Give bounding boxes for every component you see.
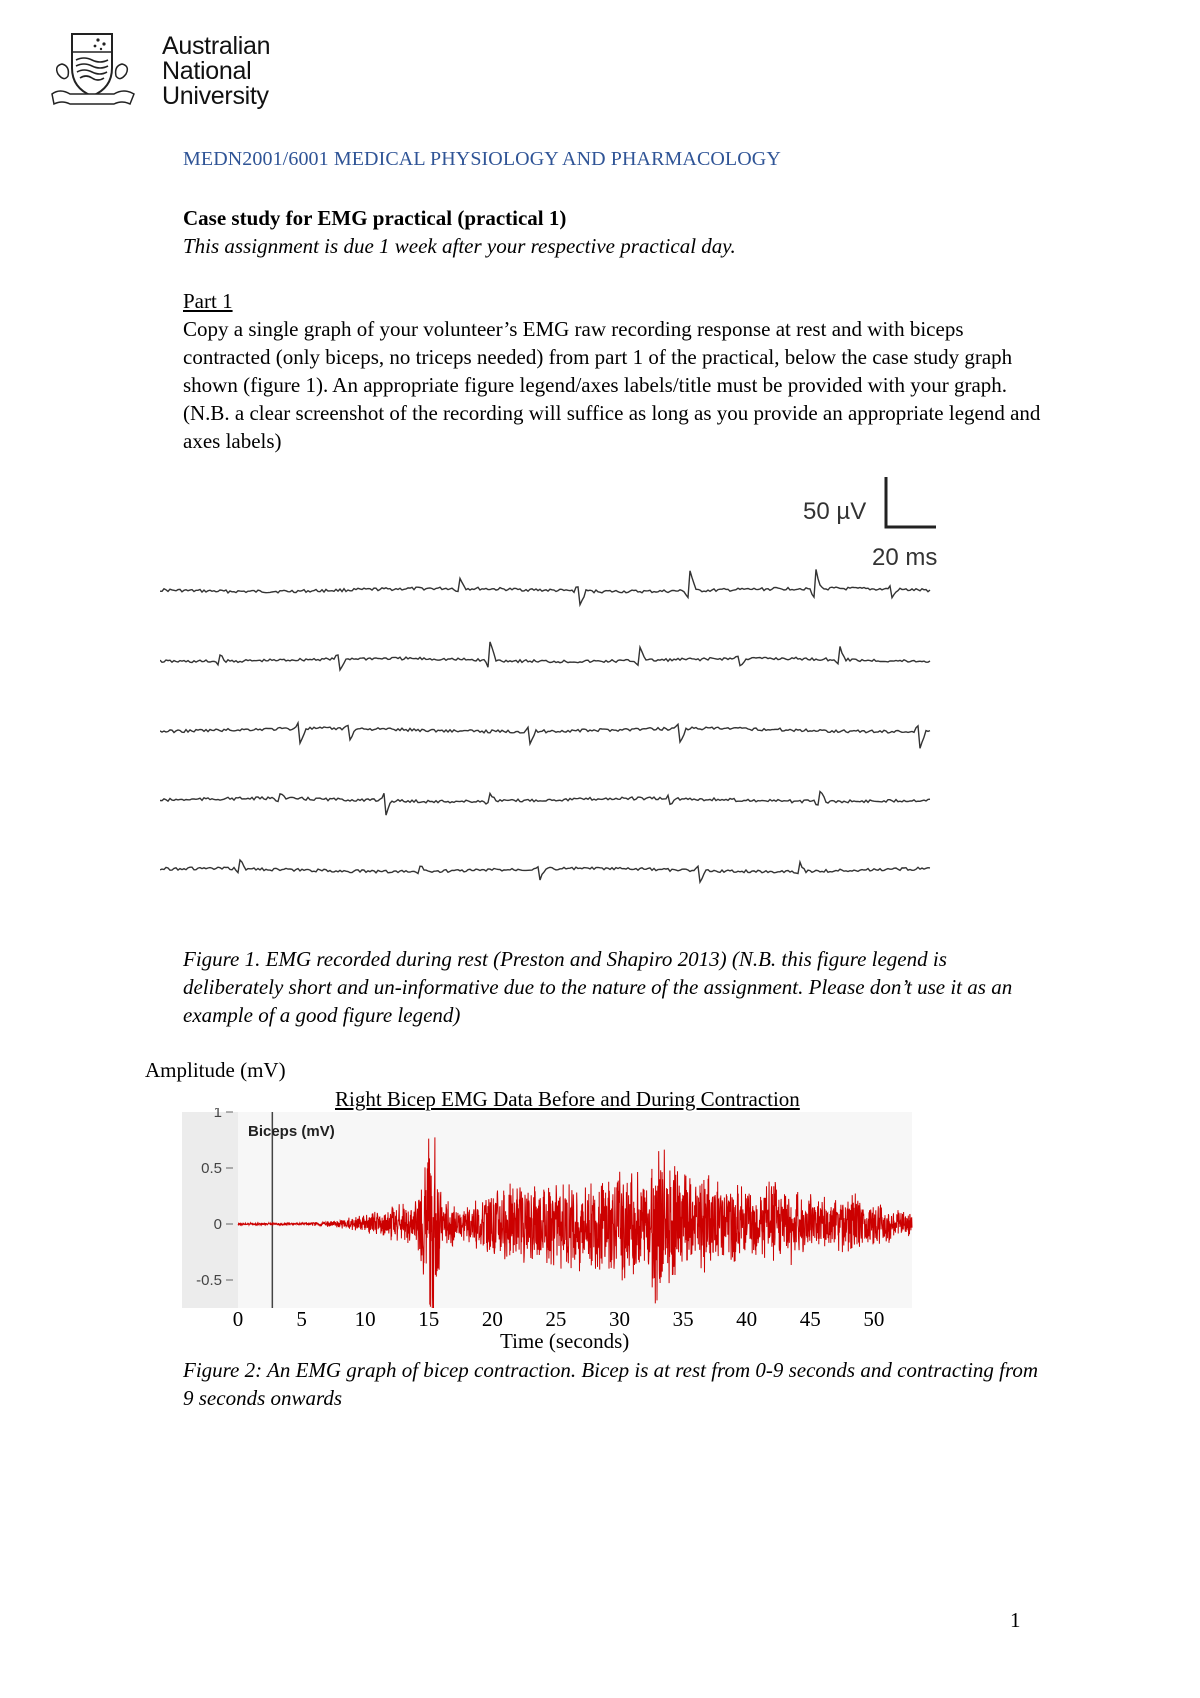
x-tick-label: 0 bbox=[232, 1307, 244, 1328]
chart-title: Right Bicep EMG Data Before and During Contraction bbox=[335, 1087, 800, 1111]
plot-background bbox=[182, 1112, 912, 1308]
rest-trace-1 bbox=[160, 569, 930, 604]
figure-2-chart bbox=[180, 1108, 940, 1333]
x-tick-label: 50 bbox=[863, 1307, 885, 1328]
scale-time-label: 20 ms bbox=[872, 544, 938, 571]
y-tick-label: 1 bbox=[213, 1108, 222, 1121]
x-tick-label: 5 bbox=[296, 1307, 307, 1328]
x-tick-group bbox=[233, 1307, 885, 1328]
x-tick-label: 20 bbox=[481, 1307, 503, 1328]
course-title: MEDN2001/6001 MEDICAL PHYSIOLOGY AND PHARMACOLOGY bbox=[183, 148, 781, 170]
figure-2-caption: Figure 2: An EMG graph of bicep contraction. Bicep is at rest from 0-9 seconds and contracting from 9 seconds onwards bbox=[183, 1358, 1039, 1410]
x-tick-label: 35 bbox=[672, 1307, 694, 1328]
logo-line-1: Australian bbox=[162, 32, 271, 60]
scale-voltage-label: 50 µV bbox=[803, 498, 867, 525]
due-note: This assignment is due 1 week after your respective practical day. bbox=[183, 234, 736, 258]
university-name bbox=[162, 34, 270, 109]
bicep-emg-chart bbox=[180, 1108, 940, 1328]
rest-emg-traces bbox=[160, 465, 1020, 905]
rest-trace-3 bbox=[160, 723, 930, 748]
y-axis-label: Amplitude (mV) bbox=[145, 1058, 286, 1082]
y-tick-label: 0 bbox=[213, 1216, 222, 1233]
logo-line-3: University bbox=[162, 82, 269, 110]
figure-1-caption: Figure 1. EMG recorded during rest (Preston and Shapiro 2013) (N.B. this figure legend is deliberately short and un-informative due to the nature of the assignment. Please don’t use it as an example of a good figure legend) bbox=[183, 947, 1013, 1027]
assignment-heading: Case study for EMG practical (practical 1) bbox=[183, 206, 567, 230]
rest-trace-4 bbox=[160, 792, 930, 816]
x-tick-label: 10 bbox=[354, 1307, 376, 1328]
logo-line-2: National bbox=[162, 57, 252, 85]
figure-1-rest-emg bbox=[160, 465, 1020, 910]
scale-bar bbox=[886, 477, 936, 527]
part-instructions: Copy a single graph of your volunteer’s EMG raw recording response at rest and with biceps contracted (only biceps, no triceps needed) from part 1 of the practical, below the case study graph shown (figure 1). An appropriate figure legend/axes labels/title must be provided with your graph. (N.B. a clear screenshot of the recording will suffice as long as you provide an appropriate legend and axes labels) bbox=[183, 317, 1041, 453]
x-tick-label: 25 bbox=[545, 1307, 567, 1328]
part-label: Part 1 bbox=[183, 289, 233, 313]
x-tick-label: 15 bbox=[418, 1307, 440, 1328]
page-number: 1 bbox=[1010, 1608, 1021, 1632]
y-tick-label: -0.5 bbox=[196, 1272, 222, 1289]
x-tick-label: 45 bbox=[799, 1307, 821, 1328]
y-tick-label: 0.5 bbox=[201, 1160, 222, 1177]
university-crest-icon bbox=[50, 30, 170, 115]
x-tick-label: 30 bbox=[609, 1307, 631, 1328]
rest-trace-2 bbox=[160, 642, 930, 670]
x-tick-label: 40 bbox=[736, 1307, 758, 1328]
rest-trace-5 bbox=[160, 860, 930, 882]
x-axis-label: Time (seconds) bbox=[500, 1329, 630, 1353]
channel-label: Biceps (mV) bbox=[248, 1123, 335, 1140]
trace-group bbox=[160, 569, 930, 882]
